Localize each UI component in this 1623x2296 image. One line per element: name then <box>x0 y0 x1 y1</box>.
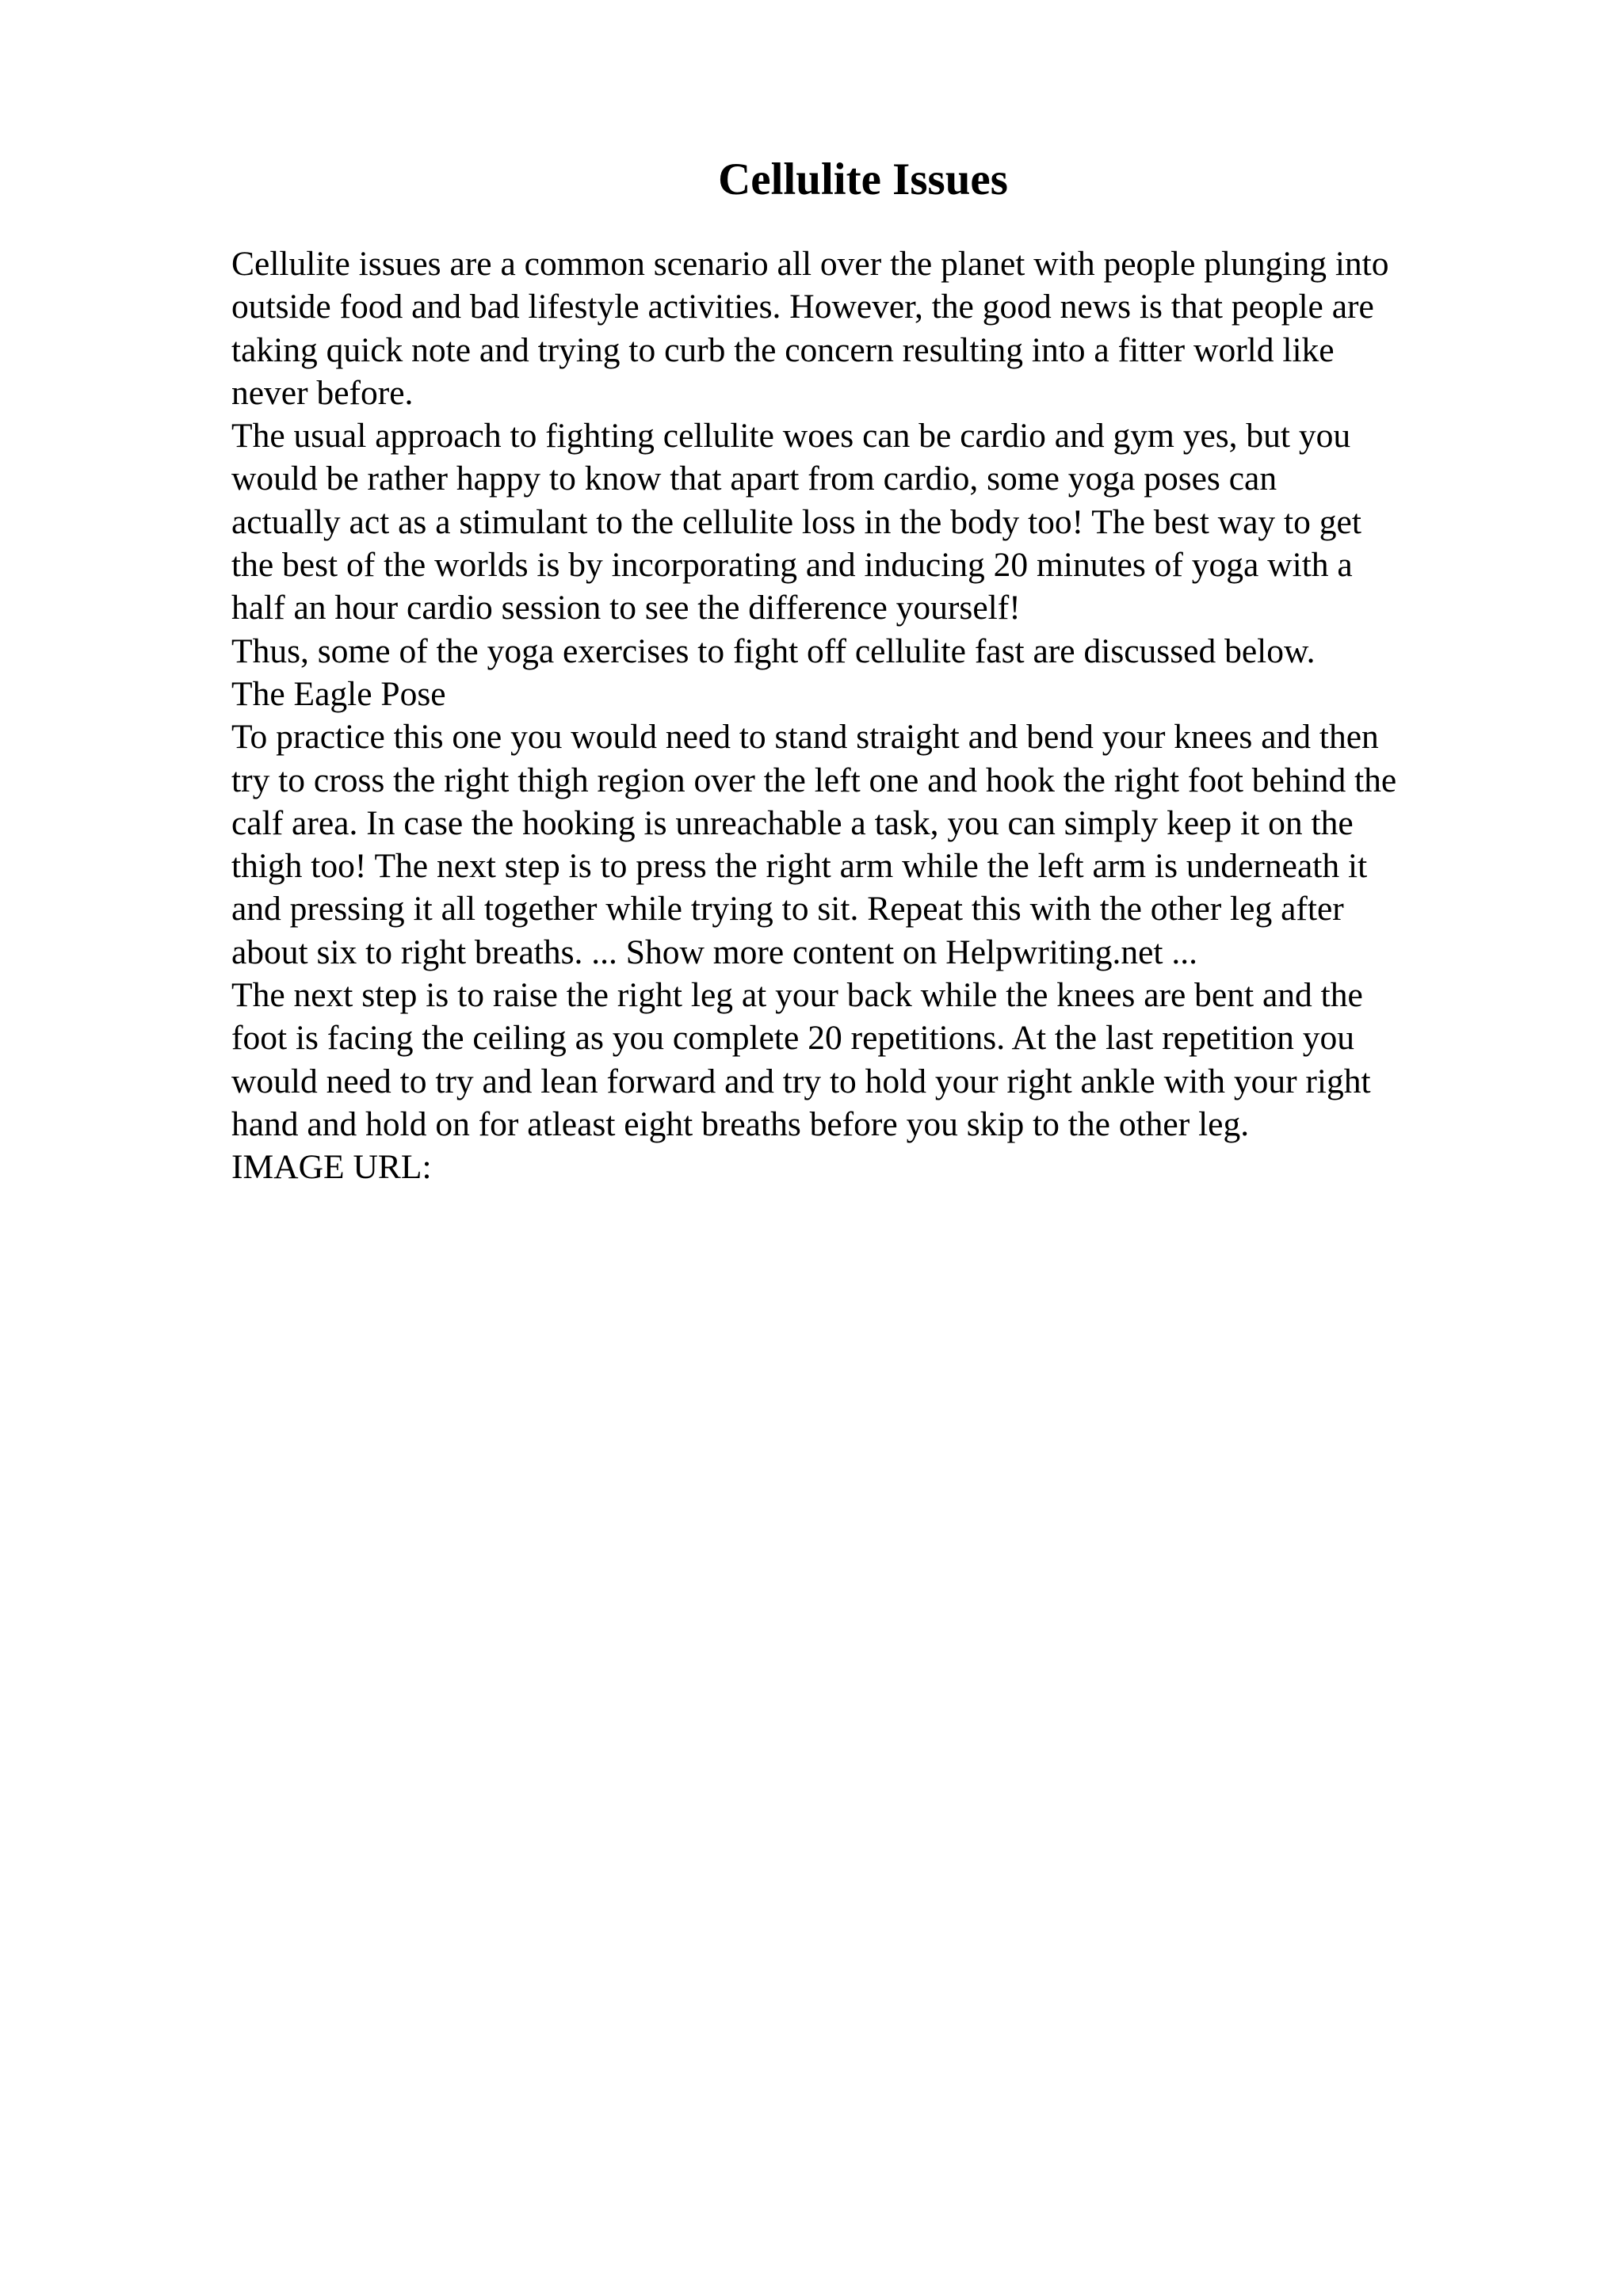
body-line: try to cross the right thigh region over the left one and hook the right foot behind the <box>231 761 1397 799</box>
body-line: Cellulite issues are a common scenario all over the planet with people plunging into <box>231 245 1389 283</box>
body-line: half an hour cardio session to see the difference yourself! <box>231 589 1021 627</box>
image-url-label: IMAGE URL: <box>231 1148 432 1187</box>
section-heading-eagle-pose: The Eagle Pose <box>231 674 446 713</box>
document-title: Cellulite Issues <box>718 154 1008 204</box>
body-line: taking quick note and trying to curb the concern resulting into a fitter world like <box>231 330 1335 369</box>
body-line: the best of the worlds is by incorporating and inducing 20 minutes of yoga with a <box>231 546 1353 585</box>
body-line: Thus, some of the yoga exercises to fight off cellulite fast are discussed below. <box>231 631 1316 670</box>
body-line: actually act as a stimulant to the cellulite loss in the body too! The best way to get <box>231 502 1361 541</box>
body-line: The next step is to raise the right leg at your back while the knees are bent and the <box>231 976 1363 1015</box>
body-line: hand and hold on for atleast eight breaths before you skip to the other leg. <box>231 1104 1250 1143</box>
body-line: outside food and bad lifestyle activities. However, the good news is that people are <box>231 288 1374 326</box>
document-body <box>231 242 1499 1189</box>
body-line: thigh too! The next step is to press the right arm while the left arm is underneath it <box>231 847 1368 886</box>
body-line: never before. <box>231 373 414 412</box>
body-line: would be rather happy to know that apart from cardio, some yoga poses can <box>231 460 1277 498</box>
body-line: foot is facing the ceiling as you complete 20 repetitions. At the last repetition you <box>231 1019 1355 1058</box>
body-line: The usual approach to fighting cellulite woes can be cardio and gym yes, but you <box>231 417 1351 456</box>
body-line: would need to try and lean forward and try to hold your right ankle with your right <box>231 1062 1371 1100</box>
body-line: To practice this one you would need to stand straight and bend your knees and then <box>231 718 1379 757</box>
body-line: calf area. In case the hooking is unreachable a task, you can simply keep it on the <box>231 803 1354 842</box>
body-line: about six to right breaths. ... Show more content on Helpwriting.net ... <box>231 933 1198 971</box>
body-line: and pressing it all together while trying to sit. Repeat this with the other leg after <box>231 890 1344 929</box>
